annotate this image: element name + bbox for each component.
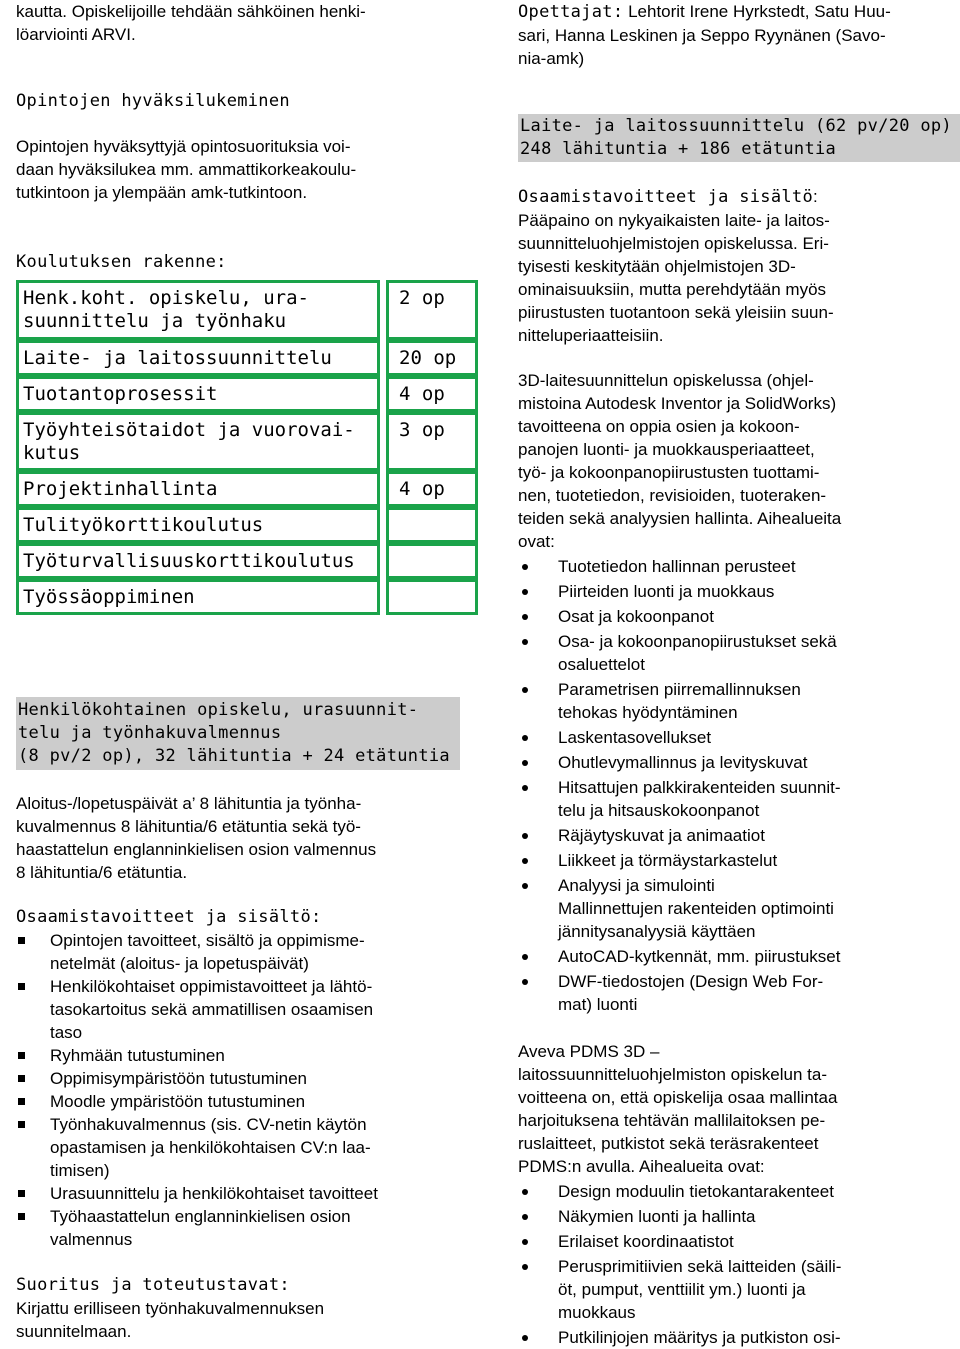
list-item bbox=[518, 1205, 958, 1228]
list-item bbox=[518, 726, 958, 749]
course-name: Tuotantoprosessit bbox=[23, 383, 218, 405]
list-item-line: Työnhakuvalmennus (sis. CV-netin käytön bbox=[50, 1115, 367, 1134]
list-item-line: Henkilökohtaiset oppimistavoitteet ja lähtö- bbox=[50, 977, 373, 996]
goals-section bbox=[16, 906, 464, 1251]
text-line: nia-amk) bbox=[518, 49, 585, 68]
text-line: harjoituksena tehtävän mallilaitoksen pe- bbox=[518, 1111, 826, 1130]
text-line bbox=[518, 0, 958, 24]
goals-list bbox=[16, 929, 464, 1251]
text-line: tavoitteena on oppia osien ja kokoon- bbox=[518, 417, 800, 436]
list-item-line: jännitysanalyysiä käyttäen bbox=[558, 922, 756, 941]
list-item-line: Näkymien luonti ja hallinta bbox=[558, 1207, 756, 1226]
text-line: PDMS:n avulla. Aihealueita ovat: bbox=[518, 1157, 765, 1176]
course-name-cell bbox=[16, 340, 380, 376]
intro-paragraph bbox=[16, 0, 464, 46]
course-name: Työssäoppiminen bbox=[23, 586, 195, 608]
course-name-cell bbox=[16, 412, 380, 471]
text-line: nitteluperiaatteisiin. bbox=[518, 326, 664, 345]
teachers-label: Opettajat: bbox=[518, 2, 624, 22]
text-line: 8 lähituntia/6 etätuntia. bbox=[16, 863, 188, 882]
list-item-line: AutoCAD-kytkennät, mm. piirustukset bbox=[558, 947, 841, 966]
list-item bbox=[518, 970, 958, 1016]
teachers-paragraph bbox=[518, 0, 958, 70]
text-line: daan hyväksilukea mm. ammattikorkeakoulu- bbox=[16, 160, 357, 179]
course-credits-cell bbox=[386, 579, 478, 615]
text-line: Aloitus-/lopetuspäivät a’ 8 lähituntia ja työnha- bbox=[16, 794, 362, 813]
text-line: teiden sekä analyysien hallinta. Aihealueita bbox=[518, 509, 842, 528]
course-name: Projektinhallinta bbox=[23, 478, 218, 500]
text-line: tutkintoon ja ylempään amk-tutkintoon. bbox=[16, 183, 308, 202]
course-name-cell bbox=[16, 543, 380, 579]
list-item-line: Ryhmään tutustuminen bbox=[50, 1046, 225, 1065]
table-row bbox=[16, 543, 478, 579]
list-item-line: Mallinnettujen rakenteiden optimointi bbox=[558, 899, 834, 918]
list-item-line: timisen) bbox=[50, 1161, 110, 1180]
text-line: haastattelun englanninkielisen osion valmennus bbox=[16, 840, 377, 859]
teachers-names: Lehtorit Irene Hyrkstedt, Satu Huu- bbox=[623, 2, 891, 21]
module-title-line: (8 pv/2 op), 32 lähituntia + 24 etätuntia bbox=[18, 746, 450, 766]
list-item bbox=[518, 874, 958, 943]
list-item-line: muokkaus bbox=[558, 1303, 636, 1322]
list-item bbox=[16, 1044, 464, 1067]
list-item bbox=[518, 630, 958, 676]
module-title-box bbox=[518, 114, 960, 162]
text-line: panojen luonti- ja muokkausperiaatteet, bbox=[518, 440, 815, 459]
module-title-line: telu ja työnhakuvalmennus bbox=[18, 723, 282, 743]
list-item-line: Osat ja kokoonpanot bbox=[558, 607, 714, 626]
list-item bbox=[16, 975, 464, 1044]
list-item-line: Erilaiset koordinaatistot bbox=[558, 1232, 734, 1251]
list-item-line: Työhaastattelun englanninkielisen osion bbox=[50, 1207, 351, 1226]
text-line: tyisesti keskitytään ohjelmistojen 3D- bbox=[518, 257, 796, 276]
list-item-line: Osa- ja kokoonpanopiirustukset sekä bbox=[558, 632, 837, 651]
list-item bbox=[16, 1205, 464, 1251]
course-name-cell bbox=[16, 376, 380, 412]
table-row bbox=[16, 280, 478, 340]
cad-topics-list bbox=[518, 555, 958, 1016]
table-row bbox=[16, 376, 478, 412]
text-line: nen, tuotetiedon, revisioiden, tuoteraken- bbox=[518, 486, 827, 505]
list-item-line: Design moduulin tietokantarakenteet bbox=[558, 1182, 834, 1201]
course-name: Työturvallisuuskorttikoulutus bbox=[23, 550, 355, 572]
list-item bbox=[518, 1180, 958, 1203]
module-title-line: 248 lähituntia + 186 etätuntia bbox=[520, 139, 837, 159]
list-item-line: Putkilinjojen määritys ja putkiston osi- bbox=[558, 1328, 841, 1347]
list-item bbox=[518, 678, 958, 724]
list-item-line: Tuotetiedon hallinnan perusteet bbox=[558, 557, 796, 576]
list-item bbox=[518, 1230, 958, 1253]
list-item-line: Moodle ympäristöön tutustuminen bbox=[50, 1092, 306, 1111]
text-line: Opintojen hyväksyttyjä opintosuorituksia voi- bbox=[16, 137, 351, 156]
text-line: ominaisuuksiin, mutta perehdytään myös bbox=[518, 280, 827, 299]
course-name: Työyhteisötaidot ja vuorovai- bbox=[23, 419, 355, 441]
list-item-line: öt, pumput, venttiilit ym.) luonti ja bbox=[558, 1280, 806, 1299]
table-row bbox=[16, 471, 478, 507]
goals-section bbox=[518, 185, 958, 347]
list-item-line: Ohutlevymallinnus ja levityskuvat bbox=[558, 753, 808, 772]
list-item-line: Liikkeet ja törmäystarkastelut bbox=[558, 851, 778, 870]
list-item-line: Laskentasovellukset bbox=[558, 728, 712, 747]
recognition-heading: Opintojen hyväksilukeminen bbox=[16, 91, 290, 111]
goals-heading-colon: : bbox=[812, 187, 818, 206]
list-item-line: tasokartoitus sekä ammatillisen osaamisen bbox=[50, 1000, 374, 1019]
list-item bbox=[518, 849, 958, 872]
list-item-line: telu ja hitsauskokoonpanot bbox=[558, 801, 760, 820]
list-item-line: Analyysi ja simulointi bbox=[558, 876, 715, 895]
list-item-line: taso bbox=[50, 1023, 83, 1042]
list-item-line: Oppimisympäristöön tutustuminen bbox=[50, 1069, 308, 1088]
structure-heading: Koulutuksen rakenne: bbox=[16, 252, 227, 272]
text-line: työ- ja kokoonpanopiirustusten tuottami- bbox=[518, 463, 820, 482]
list-item-line: mat) luonti bbox=[558, 995, 638, 1014]
list-item bbox=[518, 945, 958, 968]
table-row bbox=[16, 340, 478, 376]
text-line: mistoina Autodesk Inventor ja SolidWorks) bbox=[518, 394, 837, 413]
list-item bbox=[518, 776, 958, 822]
list-item bbox=[518, 580, 958, 603]
course-credits-cell: 3 op bbox=[386, 412, 478, 471]
text-line: suunnitteluohjelmistojen opiskelussa. Eri- bbox=[518, 234, 829, 253]
list-item-line: tehokas hyödyntäminen bbox=[558, 703, 738, 722]
course-credits-cell: 4 op bbox=[386, 376, 478, 412]
text-line: löarviointi ARVI. bbox=[16, 25, 136, 44]
list-item bbox=[518, 1255, 958, 1324]
pdms-section bbox=[518, 1040, 958, 1349]
course-name: suunnittelu ja työnhaku bbox=[23, 310, 287, 332]
delivery-section bbox=[16, 1274, 464, 1343]
course-credits-cell bbox=[386, 543, 478, 579]
course-name: Tulityökorttikoulutus bbox=[23, 514, 264, 536]
course-credits-cell: 2 op bbox=[386, 280, 478, 340]
course-name-cell bbox=[16, 471, 380, 507]
course-credits-cell: 20 op bbox=[386, 340, 478, 376]
list-item bbox=[518, 605, 958, 628]
list-item bbox=[518, 1326, 958, 1349]
cad-section bbox=[518, 369, 958, 1016]
text-line: Kirjattu erilliseen työnhakuvalmennuksen bbox=[16, 1299, 325, 1318]
text-line: piirustusten tuotantoon sekä yleisiin suun- bbox=[518, 303, 834, 322]
table-row bbox=[16, 507, 478, 543]
list-item bbox=[16, 1182, 464, 1205]
course-name-cell bbox=[16, 507, 380, 543]
list-item bbox=[16, 929, 464, 975]
list-item-line: Urasuunnittelu ja henkilökohtaiset tavoitteet bbox=[50, 1184, 378, 1203]
list-item bbox=[518, 555, 958, 578]
text-line: 3D-laitesuunnittelun opiskelussa (ohjel- bbox=[518, 371, 814, 390]
list-item bbox=[518, 751, 958, 774]
text-line: laitossuunnitteluohjelmiston opiskelun ta- bbox=[518, 1065, 828, 1084]
list-item bbox=[518, 824, 958, 847]
list-item-line: Piirteiden luonti ja muokkaus bbox=[558, 582, 775, 601]
course-credits-cell bbox=[386, 507, 478, 543]
text-line: ovat: bbox=[518, 532, 555, 551]
module-title-box bbox=[16, 697, 460, 770]
list-item-line: valmennus bbox=[50, 1230, 133, 1249]
text-line: suunnitelmaan. bbox=[16, 1322, 132, 1341]
goals-heading: Osaamistavoitteet ja sisältö: bbox=[16, 907, 322, 927]
list-item-line: DWF-tiedostojen (Design Web For- bbox=[558, 972, 824, 991]
text-line: voitteena on, että opiskelija osaa mallintaa bbox=[518, 1088, 838, 1107]
list-item-line: opastamisen ja henkilökohtaisen CV:n laa- bbox=[50, 1138, 371, 1157]
course-name-cell bbox=[16, 579, 380, 615]
list-item-line: Opintojen tavoitteet, sisältö ja oppimisme- bbox=[50, 931, 365, 950]
text-line: Aveva PDMS 3D – bbox=[518, 1042, 660, 1061]
pdms-topics-list bbox=[518, 1180, 958, 1349]
list-item-line: osaluettelot bbox=[558, 655, 645, 674]
module-title-line: Henkilökohtainen opiskelu, urasuunnit- bbox=[18, 700, 419, 720]
structure-table bbox=[16, 280, 478, 615]
delivery-heading: Suoritus ja toteutustavat: bbox=[16, 1275, 290, 1295]
list-item bbox=[16, 1067, 464, 1090]
module-description bbox=[16, 792, 464, 884]
course-name: Henk.koht. opiskelu, ura- bbox=[23, 287, 309, 309]
list-item-line: netelmät (aloitus- ja lopetuspäivät) bbox=[50, 954, 309, 973]
goals-heading: Osaamistavoitteet ja sisältö bbox=[518, 187, 813, 207]
list-item bbox=[16, 1090, 464, 1113]
list-item-line: Perusprimitiivien sekä laitteiden (säili- bbox=[558, 1257, 842, 1276]
goals-heading-line bbox=[518, 185, 958, 209]
course-name: Laite- ja laitossuunnittelu bbox=[23, 347, 332, 369]
list-item-line: Parametrisen piirremallinnuksen bbox=[558, 680, 801, 699]
text-line: Pääpaino on nykyaikaisten laite- ja laitos- bbox=[518, 211, 830, 230]
list-item bbox=[16, 1113, 464, 1182]
list-item-line: Räjäytyskuvat ja animaatiot bbox=[558, 826, 765, 845]
text-line: kuvalmennus 8 lähituntia/6 etätuntia sekä työ- bbox=[16, 817, 361, 836]
course-name-cell bbox=[16, 280, 380, 340]
recognition-section bbox=[16, 90, 464, 204]
table-row bbox=[16, 579, 478, 615]
list-item-line: Hitsattujen palkkirakenteiden suunnit- bbox=[558, 778, 841, 797]
course-credits-cell: 4 op bbox=[386, 471, 478, 507]
course-name: kutus bbox=[23, 442, 81, 464]
module-title-line: Laite- ja laitossuunnittelu (62 pv/20 op) bbox=[520, 116, 952, 136]
text-line: ruslaitteet, putkistot sekä teräsrakenteet bbox=[518, 1134, 819, 1153]
text-line: kautta. Opiskelijoille tehdään sähköinen henki- bbox=[16, 2, 366, 21]
table-row bbox=[16, 412, 478, 471]
text-line: sari, Hanna Leskinen ja Seppo Ryynänen (Savo- bbox=[518, 26, 886, 45]
